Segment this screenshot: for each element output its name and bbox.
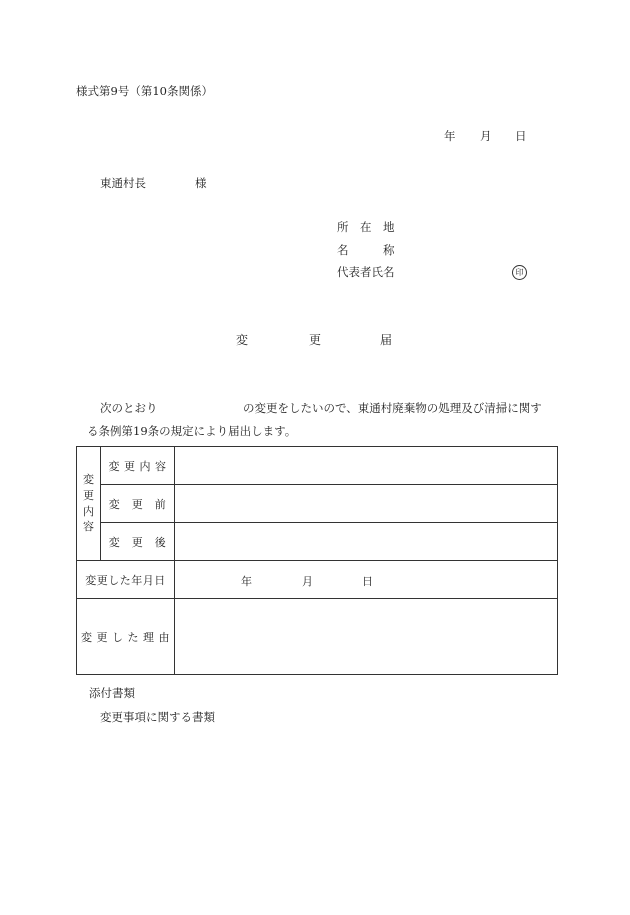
form-number: 様式第9号（第10条関係） <box>76 84 213 98</box>
group-char-2: 更 <box>83 488 94 502</box>
addressee-name: 東通村長 <box>100 176 146 190</box>
addressee-honorific: 様 <box>195 176 207 190</box>
change-contents-label: 変 更 内 容 <box>101 447 175 485</box>
group-char-1: 変 <box>83 472 94 486</box>
change-date-month: 月 <box>302 575 313 588</box>
change-reason-field[interactable] <box>175 599 558 675</box>
after-change-label: 変 更 後 <box>101 523 175 561</box>
representative-label: 代表者氏名 <box>337 265 395 279</box>
before-change-field[interactable] <box>175 485 558 523</box>
change-reason-label: 変 更 し た 理 由 <box>77 599 175 675</box>
after-change-field[interactable] <box>175 523 558 561</box>
change-details-group-label <box>77 447 101 561</box>
change-date-year: 年 <box>241 575 252 588</box>
title-char-3: 届 <box>380 333 393 347</box>
change-date-day: 日 <box>362 575 373 588</box>
before-change-label: 変 更 前 <box>101 485 175 523</box>
attachments-heading: 添付書類 <box>89 686 135 700</box>
seal-icon: 印 <box>512 265 527 280</box>
seal-mark <box>512 265 527 280</box>
title-char-2: 更 <box>309 333 322 347</box>
body-line1-prefix: 次のとおり <box>100 401 158 415</box>
title-char-1: 変 <box>236 333 249 347</box>
change-date-label: 変更した年月日 <box>77 561 175 599</box>
change-contents-field[interactable] <box>175 447 558 485</box>
change-date-field[interactable] <box>175 561 558 599</box>
name-label: 名 称 <box>337 243 395 257</box>
change-table <box>76 446 558 675</box>
date-month-label: 月 <box>480 129 492 143</box>
attachment-item: 変更事項に関する書類 <box>100 710 215 724</box>
date-day-label: 日 <box>515 129 527 143</box>
address-label: 所 在 地 <box>337 220 395 234</box>
body-line2: る条例第19条の規定により届出します。 <box>87 424 297 438</box>
body-line1-suffix: の変更をしたいので、東通村廃棄物の処理及び清掃に関す <box>243 401 542 415</box>
group-char-4: 容 <box>83 520 94 534</box>
date-year-label: 年 <box>444 129 456 143</box>
group-char-3: 内 <box>83 504 94 518</box>
